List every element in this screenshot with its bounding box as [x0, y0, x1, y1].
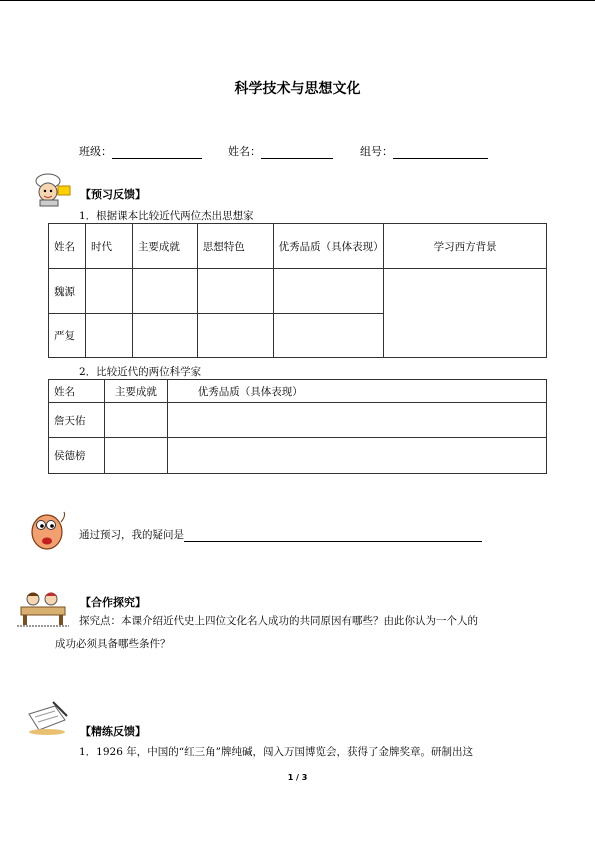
table-cell-empty[interactable] [273, 269, 384, 314]
table-cell-empty[interactable] [132, 269, 197, 314]
name-label: 姓名： [228, 145, 261, 158]
table-cell-empty[interactable] [104, 438, 167, 474]
question-2: 2．比较近代的两位科学家 [79, 366, 202, 378]
practice-question-1: 1．1926 年，中国的“红三角”牌纯碱，闯入万国博览会，获得了金牌奖章。研制出这 [79, 746, 473, 758]
table-cell-empty[interactable] [104, 403, 167, 438]
table-header-row [49, 380, 547, 403]
table-header-cell: 思想特色 [197, 224, 273, 269]
table-header-cell: 主要成就 [132, 224, 197, 269]
doubt-line [79, 527, 482, 542]
table-header-row [49, 224, 547, 269]
page-number: 1 / 3 [287, 773, 308, 782]
section-title-practice: 【精练反馈】 [80, 725, 146, 738]
table-cell-empty[interactable] [132, 314, 197, 358]
group-field [360, 143, 488, 159]
writing-pen-icon [25, 700, 71, 736]
name-field [228, 143, 333, 159]
table-cell-name: 严复 [49, 314, 86, 358]
thinking-face-icon [28, 510, 68, 552]
table-header-cell: 优秀品质（具体表现） [167, 380, 546, 403]
table-header-cell: 学习西方背景 [384, 224, 547, 269]
table-cell-name: 侯德榜 [49, 438, 105, 474]
name-blank[interactable] [261, 146, 333, 159]
explore-line-2: 成功必须具备哪些条件？ [55, 638, 171, 650]
table-header-cell: 主要成就 [104, 380, 167, 403]
table-cell-name: 詹天佑 [49, 403, 105, 438]
page-title: 科学技术与思想文化 [234, 81, 361, 97]
thinkers-table [48, 223, 547, 358]
table-cell-empty[interactable] [85, 314, 132, 358]
table-row [49, 438, 547, 474]
top-rule [0, 0, 595, 1]
table-header-cell: 姓名 [49, 224, 86, 269]
kids-studying-icon [15, 585, 71, 627]
table-cell-empty[interactable] [167, 438, 546, 474]
table-cell-empty[interactable] [273, 314, 384, 358]
doubt-blank[interactable] [184, 529, 482, 542]
explore-line-1: 探究点：本课介绍近代史上四位文化名人成功的共同原因有哪些？由此你认为一个人的 [79, 615, 478, 627]
table-cell-empty[interactable] [197, 314, 273, 358]
class-label: 班级： [79, 145, 112, 158]
group-blank[interactable] [393, 146, 488, 159]
table-row [49, 269, 547, 314]
class-field [79, 143, 202, 159]
question-1: 1．根据课本比较近代两位杰出思想家 [79, 210, 254, 222]
table-header-cell: 姓名 [49, 380, 105, 403]
table-cell-name: 魏源 [49, 269, 86, 314]
group-label: 组号： [360, 145, 393, 158]
section-title-preview: 【预习反馈】 [80, 188, 146, 201]
table-header-cell: 优秀品质（具体表现） [273, 224, 384, 269]
table-row [49, 403, 547, 438]
scientists-table [48, 379, 547, 474]
table-cell-empty[interactable] [167, 403, 546, 438]
doubt-label: 通过预习，我的疑问是 [79, 529, 184, 541]
table-cell-empty[interactable] [197, 269, 273, 314]
table-header-cell: 时代 [85, 224, 132, 269]
table-cell-merged[interactable] [384, 269, 547, 358]
chef-cartoon-icon [28, 172, 72, 208]
class-blank[interactable] [112, 146, 202, 159]
section-title-cooperate: 【合作探究】 [80, 596, 146, 609]
table-cell-empty[interactable] [85, 269, 132, 314]
